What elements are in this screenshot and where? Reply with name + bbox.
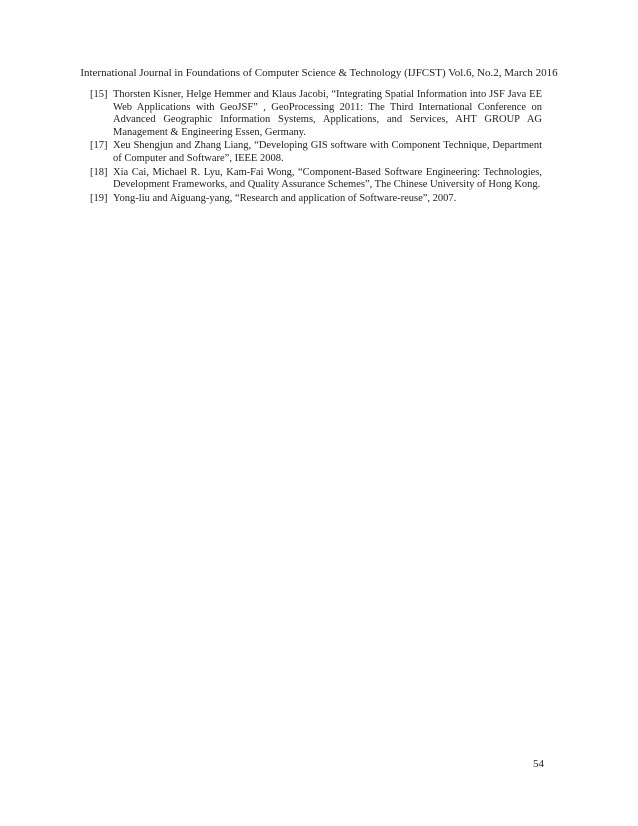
- reference-text: Xeu Shengjun and Zhang Liang, “Developing GIS software with Component Technique, Department of Computer and Software”, IEEE 2008.: [113, 140, 542, 164]
- reference-text: Yong-liu and Aiguang-yang, “Research and application of Software-reuse”, 2007.: [113, 192, 457, 204]
- reference-number: [15]: [90, 89, 108, 100]
- reference-number: [18]: [90, 166, 108, 178]
- reference-text: Xia Cai, Michael R. Lyu, Kam-Fai Wong, “Component-Based Software Engineering: Technologies, Development Frameworks, and Quality Assurance Schemes”, The Chinese University of Hong Kong.: [113, 166, 542, 191]
- reference-number: [19]: [90, 192, 108, 204]
- reference-list: [90, 89, 542, 206]
- reference-item: [90, 167, 542, 192]
- reference-text: Thorsten Kisner, Helge Hemmer and Klaus Jacobi, “Integrating Spatial Information into JSF Java EE Web Applications with GeoJSF” , GeoProcessing 2011: The Third International Conference on Advanced Geographic Information Systems, Applications, and Services, AHT GROUP AG Management & Engineering Essen, Germany.: [113, 89, 542, 138]
- reference-item: [90, 140, 542, 165]
- reference-item: [90, 89, 542, 139]
- reference-number: [17]: [90, 140, 108, 152]
- page-number: 54: [533, 758, 544, 770]
- running-header: International Journal in Foundations of Computer Science & Technology (IJFCST) Vol.6, No.2, March 2016: [80, 67, 558, 79]
- reference-item: [90, 193, 542, 206]
